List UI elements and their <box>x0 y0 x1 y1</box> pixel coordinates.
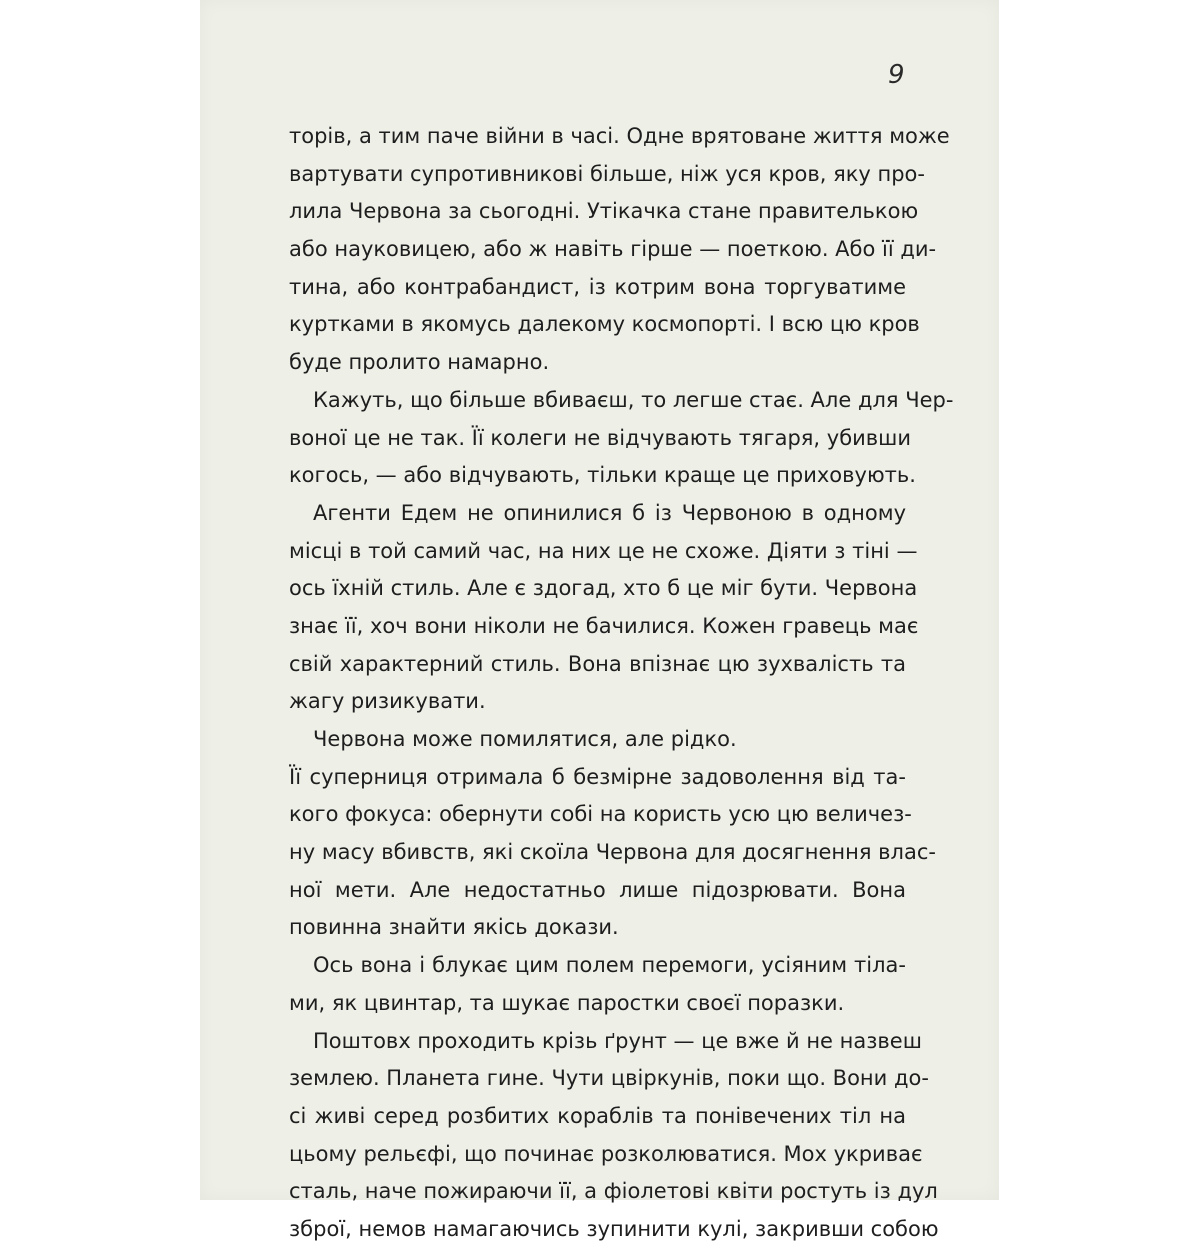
text-line: зброї, немов намагаючись зупинити кулі, закривши собою <box>289 1216 939 1241</box>
page-number: 9 <box>888 60 905 90</box>
text-line: торів, а тим паче війни в часі. Одне врятоване життя може <box>289 124 950 148</box>
text-line: когось, — або відчувають, тільки краще це приховують. <box>289 463 916 488</box>
text-line: ну масу вбивств, які скоїла Червона для досягнення влас- <box>289 840 936 865</box>
text-line: куртками в якомусь далекому космопорті. І всю цю кров <box>289 312 920 337</box>
text-line: місці в той самий час, на них це не схоже. Діяти з тіні — <box>289 538 918 563</box>
text-line: Поштовх проходить крізь ґрунт — це вже й не назвеш <box>313 1028 922 1053</box>
text-line: Червона може помилятися, але рідко. <box>313 727 737 751</box>
text-line: цьому рельєфі, що починає розколюватися. Мох укриває <box>289 1141 923 1166</box>
text-line: Її суперниця отримала б безмірне задоволення від та- <box>289 764 906 789</box>
text-line: Агенти Едем не опинилися б із Червоною в одному <box>313 500 906 525</box>
text-line: Ось вона і блукає цим полем перемоги, усіяним тіла- <box>313 953 906 978</box>
text-line: або науковицею, або ж навіть гірше — поеткою. Або її ди- <box>289 237 937 262</box>
text-line: ось їхній стиль. Але є здогад, хто б це міг бути. Червона <box>289 576 918 601</box>
text-line: Кажуть, що більше вбиваєш, то легше стає. Але для Чер- <box>313 387 954 412</box>
text-line: повинна знайти якісь докази. <box>289 915 619 940</box>
text-line: землею. Планета гине. Чути цвіркунів, поки що. Вони до- <box>289 1066 929 1091</box>
body-text <box>289 118 954 1249</box>
text-line: кого фокуса: обернути собі на користь усю цю величез- <box>289 802 912 827</box>
text-line: лила Червона за сьогодні. Утікачка стане правителькою <box>289 199 919 224</box>
text-line: жагу ризикувати. <box>289 689 486 714</box>
text-line: сі живі серед розбитих кораблів та понівечених тіл на <box>289 1103 906 1128</box>
text-line: воної це не так. Її колеги не відчувають тягаря, убивши <box>289 425 912 450</box>
text-line: знає її, хоч вони ніколи не бачилися. Кожен гравець має <box>289 613 919 638</box>
text-line: тина, або контрабандист, із котрим вона торгуватиме <box>289 274 906 299</box>
text-line: буде пролито намарно. <box>289 350 550 375</box>
text-line: свій характерний стиль. Вона впізнає цю зухвалість та <box>289 651 906 676</box>
text-line: вартувати супротивникові більше, ніж уся кров, яку про- <box>289 161 925 186</box>
text-line: ми, як цвинтар, та шукає паростки своєї поразки. <box>289 990 845 1015</box>
text-line: ної мети. Але недостатньо лише підозрювати. Вона <box>289 877 906 902</box>
text-line: сталь, наче пожираючи її, а фіолетові квіти ростуть із дул <box>289 1179 938 1204</box>
